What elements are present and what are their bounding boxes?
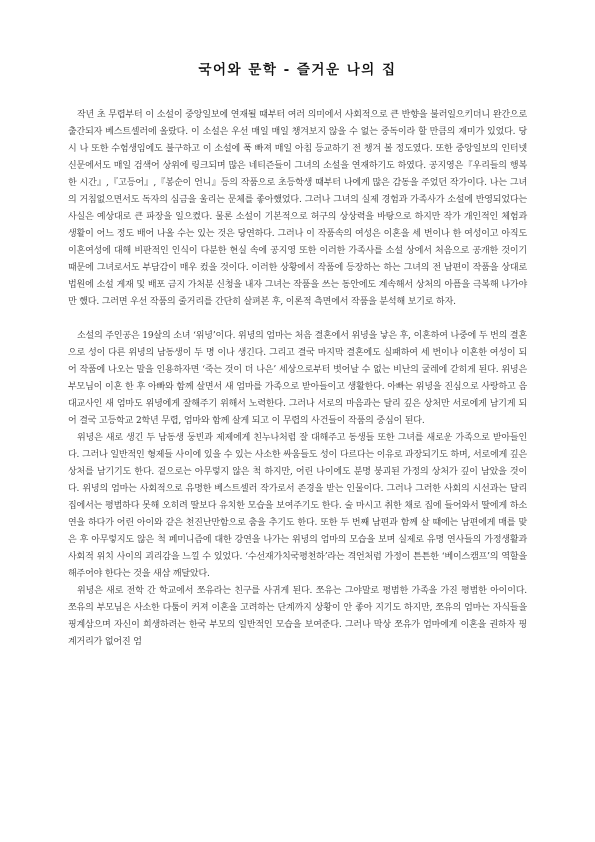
paragraph-synopsis: 소설의 주인공은 19살의 소녀 ‘위녕’이다. 위녕의 엄마는 처음 결혼에서 위녕을 낳은 후, 이혼하여 나중에 두 번의 결혼으로 성이 다른 위녕의 남동생이 두 명 이나 생긴다. 그리고 결국 마지막 결혼에도 실패하여 세 번이나 이혼한 여성이 되어 작품에 나오는 말을 인용하자면 ‘죽는 것이 더 나은’ 세상으로부터 벗어날 수 없는 비난의 굴레에 갇히게 된다. 위녕은 부모님이 이혼 한 후 아빠와 함께 살면서 새 엄마를 가족으로 받아들이고 생활한다. 아빠는 위녕을 진심으로 사랑하고 음대교사인 새 엄마도 위녕에게 잘해주기 위해서 노력한다. 그러나 서로의 마음과는 달리 깊은 상처만 서로에게 남기게 되어 결국 고등학교 2학년 무렵, 엄마와 함께 살게 되고 이 무렵의 사건들이 작품의 중심이 된다. [68,331,527,426]
paragraph-spacer [68,311,527,328]
paragraph-friend: 위녕은 새로 전학 간 학교에서 쪼유라는 친구를 사귀게 된다. 쪼유는 그야말로 평범한 가족을 가진 평범한 아이이다. 쪼유의 부모님은 사소한 다툼이 커져 이혼을 고려하는 단계까지 상황이 안 좋아 지기도 하지만, 쪼유의 엄마는 자식들을 핑계삼으며 자신이 희생하려는 한국 부모의 일반적인 모습을 보여준다. 그러나 막상 쪼유가 엄마에게 이혼을 권하자 핑계거리가 없어진 엄 [68,586,527,647]
paragraph-intro: 작년 초 무렵부터 이 소설이 중앙일보에 연재될 때부터 여러 의미에서 사회적으로 큰 반향을 불러일으키더니 완간으로 출간되자 베스트셀러에 올랐다. 이 소설은 우선 매일 매일 챙겨보지 않을 수 없는 중독이라 할 만큼의 재미가 있었다. 당시 나 또한 수험생임에도 불구하고 이 소설에 푹 빠져 매일 아침 등교하기 전 챙겨 볼 정도였다. 또한 중앙일보의 인터넷 신문에서도 매일 검색어 상위에 링크되며 많은 네티즌들이 그녀의 소설을 연재하기도 하였다. 공지영은『우리들의 행복한 시간』,『고등어』,『봉순이 언니』등의 작품으로 초등학생 때부터 나에게 많은 감동을 주었던 작가이다. 나는 그녀의 거침없으면서도 독자의 심금을 울리는 문체를 좋아했었다. 그러나 그녀의 실제 경험과 가족사가 소설에 반영되었다는 사실은 예상대로 큰 파장을 일으켰다. 물론 소설이 기본적으로 허구의 상상력을 바탕으로 하지만 작가 개인적인 체험과 생활이 어느 정도 배어 나올 수는 있는 것은 당연하다. 그러나 이 작품속의 여성은 이혼을 세 번이나 한 여성이고 아직도 이혼여성에 대해 비판적인 인식이 다분한 현실 속에 공지영 또한 이러한 가족사를 소설 상에서 처음으로 공개한 것이기 때문에 그녀로서도 부담감이 매우 컸을 것이다. 이러한 상황에서 작품에 등장하는 하는 그녀의 전 남편이 작품을 상대로 법원에 소설 게재 및 배포 금지 가처분 신청을 내자 그녀는 작품을 쓰는 동안에도 계속해서 상처의 아픔을 극복해 나가야만 했다. 그러면 우선 작품의 줄거리를 간단히 살펴본 후, 이론적 측면에서 작품을 분석해 보기로 하자. [68,110,527,307]
paragraph-family: 위녕은 새로 생긴 두 남동생 둥빈과 제제에게 친누나처럼 잘 대해주고 동생들 또한 그녀를 새로운 가족으로 받아들인다. 그러나 일반적인 형제들 사이에 있을 수 있는 사소한 싸움들도 성이 다르다는 이유로 과장되기도 하며, 서로에게 깊은 상처를 남기기도 한다. 겉으로는 아무렇지 않은 척 하지만, 어린 나이에도 분명 붕괴된 가정의 상처가 깊이 남았을 것이다. 위녕의 엄마는 사회적으로 유명한 베스트셀러 작가로서 존경을 받는 인물이다. 그러나 그러한 사회의 시선과는 달리 집에서는 평범하다 못해 오히려 딸보다 유치한 모습을 보여주기도 한다. 술 마시고 취한 채로 집에 들어와서 딸에게 하소연을 하다가 어린 아이와 같은 천진난만함으로 춤을 추기도 한다. 또한 두 번째 남편과 함께 살 때에는 남편에게 매를 맞은 후 아무렇지도 않은 척 페미니즘에 대한 강연을 나가는 위녕의 엄마의 모습을 보며 실제로 유명 연사들의 가정생활과 사회적 위치 사이의 괴리감을 느낄 수 있었다. ‘수선재가치국평천하’라는 격언처럼 가정이 튼튼한 ‘베이스캠프’의 역할을 해주어야 한다는 것을 새삼 깨달았다. [68,433,527,579]
document-title: 국어와 문학 - 즐거운 나의 집 [198,62,397,78]
